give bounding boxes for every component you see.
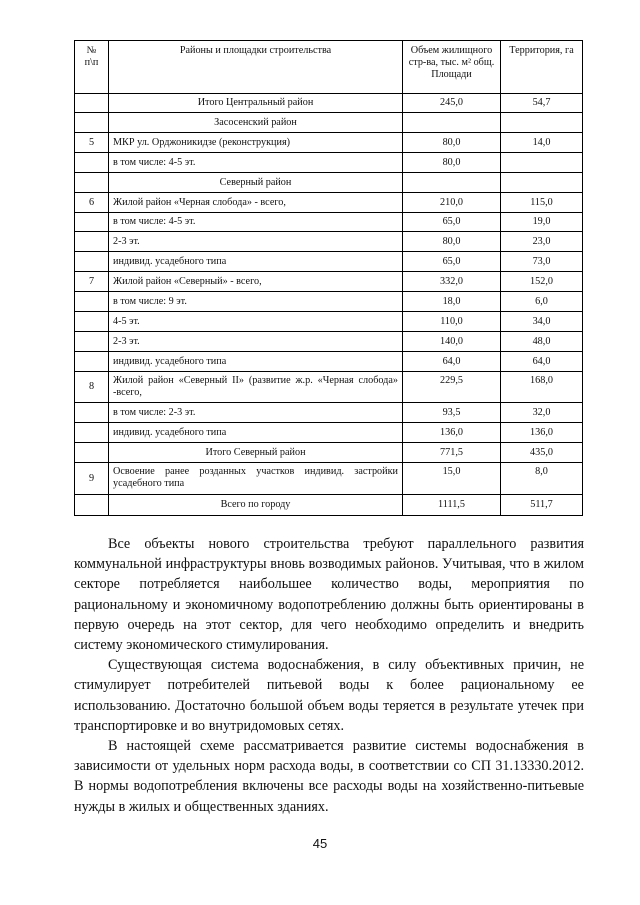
row-volume: 65,0	[403, 213, 501, 232]
row-volume: 229,5	[403, 372, 501, 403]
row-volume: 210,0	[403, 193, 501, 213]
row-territory: 14,0	[501, 133, 583, 153]
row-name: 2-3 эт.	[109, 332, 403, 352]
row-territory: 48,0	[501, 332, 583, 352]
row-name: в том числе: 4-5 эт.	[109, 153, 403, 173]
row-volume: 80,0	[403, 133, 501, 153]
body-text	[74, 534, 584, 817]
table-row	[75, 133, 583, 153]
row-name: Жилой район «Северный» - всего,	[109, 272, 403, 292]
header-num: № п\п	[75, 41, 109, 94]
row-name: Итого Северный район	[109, 443, 403, 463]
row-number: 9	[75, 463, 109, 495]
row-volume: 80,0	[403, 232, 501, 252]
row-volume: 80,0	[403, 153, 501, 173]
row-name: Освоение ранее розданных участков индивид. застройки усадебного типа	[109, 463, 403, 495]
table-header-row	[75, 41, 583, 94]
section-title: Северный район	[109, 173, 403, 193]
row-volume: 136,0	[403, 423, 501, 443]
total-territory: 511,7	[501, 495, 583, 516]
row-territory: 73,0	[501, 252, 583, 272]
row-territory: 435,0	[501, 443, 583, 463]
row-territory: 6,0	[501, 292, 583, 312]
table-row	[75, 213, 583, 232]
table-row	[75, 332, 583, 352]
row-territory: 64,0	[501, 352, 583, 372]
table-row	[75, 153, 583, 173]
row-territory: 168,0	[501, 372, 583, 403]
table-row	[75, 463, 583, 495]
row-name: МКР ул. Орджоникидзе (реконструкция)	[109, 133, 403, 153]
row-territory: 54,7	[501, 94, 583, 113]
table-row	[75, 372, 583, 403]
page-number: 45	[312, 836, 328, 851]
table-row	[75, 352, 583, 372]
table-total-row	[75, 495, 583, 516]
row-name: Жилой район «Северный II» (развитие ж.р. «Черная слобода» -всего,	[109, 372, 403, 403]
paragraph: Все объекты нового строительства требуют параллельного развития коммунальной инфраструктуры вновь возводимых районов. Учитывая, что в жилом секторе потребляется наибольшее количество воды, мероприятия по рациональному и экономичному водопотреблению должны быть ориентированы в первую очередь на этот сектор, для чего необходимо определить и внедрить систему экономического стимулирования.	[74, 536, 584, 654]
total-volume: 1111,5	[403, 495, 501, 516]
row-number: 5	[75, 133, 109, 153]
row-volume: 332,0	[403, 272, 501, 292]
row-volume: 93,5	[403, 403, 501, 423]
table-row	[75, 423, 583, 443]
row-name: 4-5 эт.	[109, 312, 403, 332]
table-row	[75, 252, 583, 272]
row-territory: 19,0	[501, 213, 583, 232]
row-territory: 32,0	[501, 403, 583, 423]
row-name: Итого Центральный район	[109, 94, 403, 113]
row-name: индивид. усадебного типа	[109, 423, 403, 443]
row-name: в том числе: 9 эт.	[109, 292, 403, 312]
total-label: Всего по городу	[109, 495, 403, 516]
row-name: в том числе: 2-3 эт.	[109, 403, 403, 423]
header-name: Районы и площадки строительства	[109, 41, 403, 94]
row-volume: 140,0	[403, 332, 501, 352]
row-name: Жилой район «Черная слобода» - всего,	[109, 193, 403, 213]
row-territory: 115,0	[501, 193, 583, 213]
paragraph: Существующая система водоснабжения, в силу объективных причин, не стимулирует потребителей питьевой воды к более рациональному ее использованию. Достаточно большой объем воды теряется в результате утечек при транспортировке и во внутридомовых сетях.	[74, 657, 584, 734]
row-volume: 771,5	[403, 443, 501, 463]
row-name: индивид. усадебного типа	[109, 252, 403, 272]
row-volume: 15,0	[403, 463, 501, 495]
table-row	[75, 443, 583, 463]
header-volume: Объем жилищного стр-ва, тыс. м² общ. Площади	[403, 41, 501, 94]
row-number: 6	[75, 193, 109, 213]
row-territory: 23,0	[501, 232, 583, 252]
housing-table	[74, 40, 583, 516]
row-territory: 34,0	[501, 312, 583, 332]
row-volume: 110,0	[403, 312, 501, 332]
row-volume: 64,0	[403, 352, 501, 372]
row-number: 7	[75, 272, 109, 292]
table-row	[75, 312, 583, 332]
paragraph: В настоящей схеме рассматривается развитие системы водоснабжения в зависимости от удельных норм расхода воды, в соответствии со СП 31.13330.2012. В нормы водопотребления включены все расходы воды на хозяйственно-питьевые нужды в жилых и общественных зданиях.	[74, 738, 584, 815]
row-name: индивид. усадебного типа	[109, 352, 403, 372]
row-territory: 8,0	[501, 463, 583, 495]
table-row	[75, 403, 583, 423]
table-row	[75, 292, 583, 312]
table-section-row	[75, 113, 583, 133]
table-row	[75, 193, 583, 213]
section-title: Засосенский район	[109, 113, 403, 133]
table-row	[75, 94, 583, 113]
row-territory: 152,0	[501, 272, 583, 292]
row-name: в том числе: 4-5 эт.	[109, 213, 403, 232]
row-volume: 18,0	[403, 292, 501, 312]
row-territory: 136,0	[501, 423, 583, 443]
table-row	[75, 232, 583, 252]
row-name: 2-3 эт.	[109, 232, 403, 252]
row-territory	[501, 153, 583, 173]
row-volume: 65,0	[403, 252, 501, 272]
table-row	[75, 272, 583, 292]
table-section-row	[75, 173, 583, 193]
header-territory: Территория, га	[501, 41, 583, 94]
row-number: 8	[75, 372, 109, 403]
row-volume: 245,0	[403, 94, 501, 113]
